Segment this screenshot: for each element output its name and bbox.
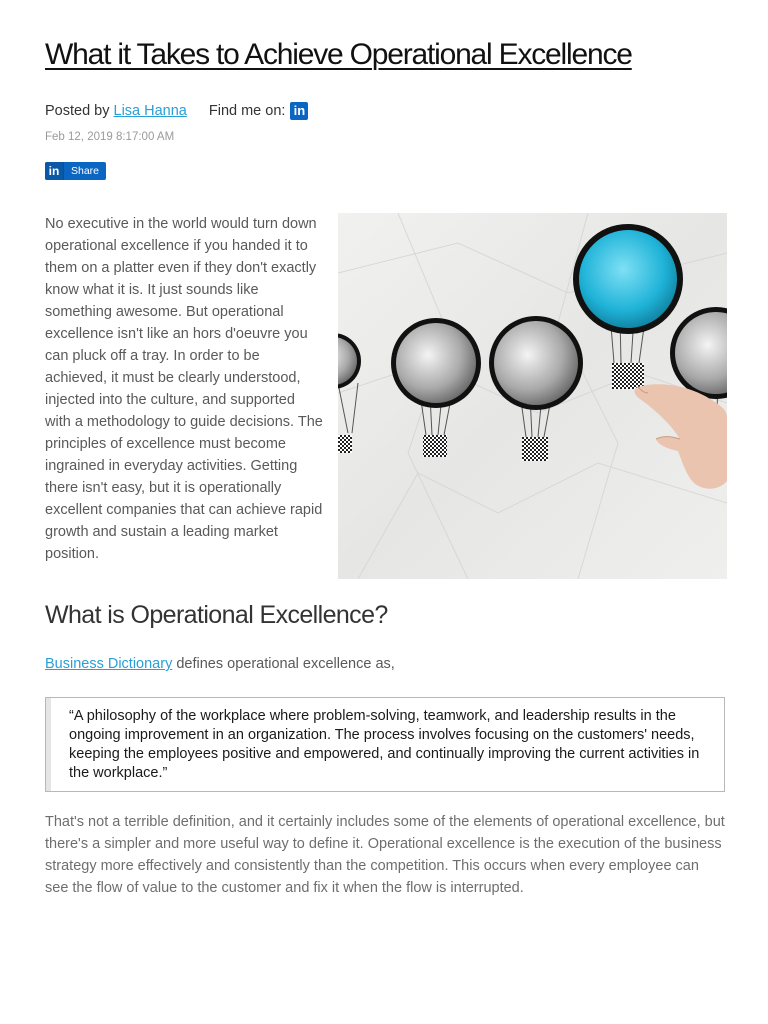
intro-paragraph: No executive in the world would turn down operational excellence if you handed it to them on a platter even if they don't exactly know what it is. It just sounds like something awesome. But operational excellence isn't like an hors d'oeuvre you can pluck off a tray. In order to be achieved, it must be clearly understood, injected into the culture, and supported with a methodology to guide decisions. The principles of excellence must become ingrained in everyday activities. Getting there isn't easy, but it is operationally excellent companies that can achieve rapid growth and sustain a leading market position.	[45, 216, 323, 562]
post-date: Feb 12, 2019 8:17:00 AM	[45, 131, 175, 143]
linkedin-share-button[interactable]	[45, 162, 106, 180]
linkedin-icon[interactable]: in	[290, 102, 308, 120]
article-title[interactable]: What it Takes to Achieve Operational Excellence	[45, 38, 632, 71]
linkedin-icon: in	[45, 162, 64, 180]
closing-paragraph: That's not a terrible definition, and it certainly includes some of the elements of operational excellence, but there's a simpler and more useful way to define it. Operational excellence is the execution of the business strategy more effectively and consistently than the competition. This occurs when every employee can see the flow of value to the customer and fix it when the flow is interrupted.	[45, 814, 725, 896]
posted-by-label: Posted by	[45, 103, 110, 119]
definition-quote	[45, 697, 725, 792]
definition-intro	[45, 656, 395, 672]
share-label: Share	[71, 165, 100, 177]
find-me-label: Find me on:	[208, 103, 286, 119]
byline	[45, 102, 308, 120]
hero-image	[338, 213, 727, 579]
quote-bar	[46, 698, 51, 791]
section-heading: What is Operational Excellence?	[45, 601, 388, 629]
definition-text: defines operational excellence as,	[172, 656, 395, 672]
business-dictionary-link[interactable]: Business Dictionary	[45, 656, 173, 672]
author-link[interactable]: Lisa Hanna	[113, 103, 187, 119]
quote-text: “A philosophy of the workplace where problem-solving, teamwork, and leadership results in the ongoing improvement in an organization. The process involves focusing on the customers' needs, keeping the employees positive and empowered, and continually improving the current activities in the workplace.”	[69, 708, 700, 781]
